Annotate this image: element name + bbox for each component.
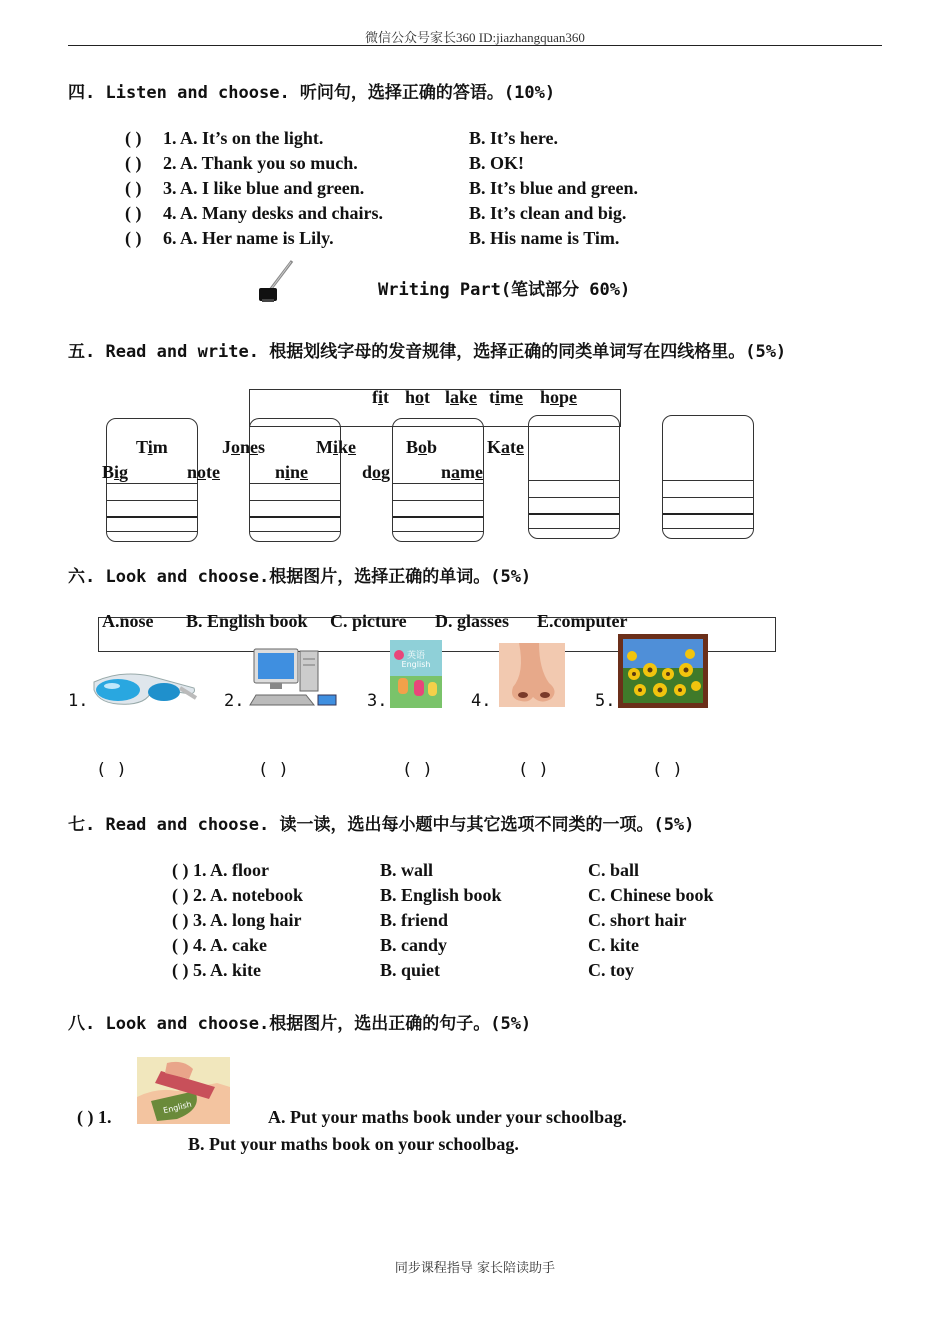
word-letter: g [119, 462, 129, 482]
word-letter: b [427, 437, 438, 457]
word-letter: e [348, 437, 357, 457]
word-letter: n [441, 462, 452, 482]
word-letter: i [495, 387, 501, 407]
word [487, 437, 524, 458]
word-letter: l [445, 387, 451, 407]
word-letter: T [136, 437, 148, 457]
word [222, 437, 265, 458]
word-letter: m [152, 437, 168, 457]
option-b[interactable]: B. quiet [380, 960, 441, 980]
headword [540, 387, 577, 408]
word-letter: d [362, 462, 373, 482]
answer-paren[interactable]: ( ) [125, 203, 142, 223]
section-8-option-b[interactable]: B. Put your maths book on your schoolbag. [188, 1134, 519, 1154]
word-letter: a [450, 387, 460, 407]
picture-number: 3. [367, 691, 388, 711]
option-b[interactable]: B. It’s clean and big. [469, 203, 627, 223]
option-label: E.computer [537, 611, 628, 631]
word-letter: h [540, 387, 551, 407]
word-letter: t [424, 387, 431, 407]
option-b[interactable]: B. wall [380, 860, 434, 880]
answer-paren[interactable]: ( ) [652, 760, 683, 780]
word-letter: p [559, 387, 570, 407]
word [441, 462, 483, 483]
word-letter: o [197, 462, 207, 482]
option-a[interactable]: 2. A. Thank you so much. [163, 153, 358, 173]
english-book-image: 英语 English [390, 640, 442, 708]
writing-part-heading: Writing Part(笔试部分 60%) [378, 280, 631, 300]
word-letter: t [510, 437, 517, 457]
word-letter: i [147, 437, 153, 457]
answer-paren[interactable]: ( ) [125, 228, 142, 248]
word-letter: e [300, 462, 309, 482]
word-letter: e [569, 387, 578, 407]
word-letter: e [469, 387, 478, 407]
word-letter: f [372, 387, 378, 407]
option-a[interactable]: 1. A. It’s on the light. [163, 128, 324, 148]
answer-paren[interactable]: ( ) [258, 760, 289, 780]
answer-paren[interactable]: ( ) [402, 760, 433, 780]
word-letter: J [222, 437, 231, 457]
word-letter: t [383, 387, 390, 407]
headword [372, 387, 389, 408]
section-7-title: 七. Read and choose. 读一读，选出每小题中与其它选项不同类的一项。(5%) [68, 815, 695, 835]
section-8-title: 八. Look and choose.根据图片，选出正确的句子。(5%) [68, 1014, 532, 1034]
word [187, 462, 220, 483]
word-letter: e [515, 387, 524, 407]
word-letter: k [338, 437, 349, 457]
option-b[interactable]: B. His name is Tim. [469, 228, 620, 248]
option-a[interactable]: ( ) 3. A. long hair [172, 910, 302, 930]
option-a[interactable]: 4. A. Many desks and chairs. [163, 203, 384, 223]
word-letter: a [451, 462, 461, 482]
word-letter: n [275, 462, 286, 482]
page-header: 微信公众号家长360 ID:jiazhangquan360 [365, 30, 585, 45]
word-letter: e [475, 462, 484, 482]
option-c[interactable]: C. short hair [588, 910, 687, 930]
option-b[interactable]: B. OK! [469, 153, 525, 173]
word-letter: a [501, 437, 511, 457]
word [362, 462, 390, 483]
computer-image [248, 647, 340, 709]
word-letter: n [290, 462, 301, 482]
option-a[interactable]: ( ) 5. A. kite [172, 960, 261, 980]
word-letter: g [381, 462, 391, 482]
word-letter: e [212, 462, 221, 482]
option-c[interactable]: C. ball [588, 860, 640, 880]
word-letter: k [459, 387, 470, 407]
word-letter: B [102, 462, 115, 482]
option-b[interactable]: B. candy [380, 935, 448, 955]
option-a[interactable]: 3. A. I like blue and green. [163, 178, 365, 198]
section-5-title: 五. Read and write. 根据划线字母的发音规律，选择正确的同类单词写在四线格里。(5%) [68, 342, 787, 362]
word-letter: i [333, 437, 339, 457]
section-8-item-number: ( ) 1. [77, 1107, 112, 1127]
word-letter: e [516, 437, 525, 457]
word-letter: o [415, 387, 425, 407]
answer-paren[interactable]: ( ) [96, 760, 127, 780]
option-label: A.nose [102, 611, 154, 631]
headword [405, 387, 430, 408]
nose-image [499, 643, 565, 707]
picture-number: 4. [471, 691, 492, 711]
word-letter: n [240, 437, 251, 457]
answer-paren[interactable]: ( ) [125, 128, 142, 148]
word-letter: n [187, 462, 198, 482]
writing-grid-4[interactable] [528, 415, 620, 539]
word-letter: i [114, 462, 120, 482]
word-letter: m [460, 462, 476, 482]
word-letter: M [316, 437, 333, 457]
word [102, 462, 128, 483]
answer-paren[interactable]: ( ) [125, 153, 142, 173]
picture-number: 1. [68, 691, 89, 711]
word-letter: t [489, 387, 495, 407]
option-a[interactable]: 6. A. Her name is Lily. [163, 228, 334, 248]
option-label: D. glasses [435, 611, 510, 631]
word [406, 437, 437, 458]
word-letter: o [231, 437, 240, 457]
picture-image [618, 634, 708, 708]
option-label: B. English book [186, 611, 308, 631]
word-letter: h [405, 387, 416, 407]
word-letter: o [372, 462, 382, 482]
section-8-option-a[interactable]: A. Put your maths book under your schoolbag. [268, 1107, 627, 1127]
option-a[interactable]: ( ) 1. A. floor [172, 860, 269, 880]
word-letter: m [500, 387, 516, 407]
word-letter: s [258, 437, 266, 457]
word-letter: t [206, 462, 213, 482]
option-a[interactable]: ( ) 2. A. notebook [172, 885, 304, 905]
headword [489, 387, 523, 408]
section-4-title: 四. Listen and choose. 听问句，选择正确的答语。(10%) [68, 83, 556, 103]
glasses-image [90, 668, 198, 708]
option-b[interactable]: B. friend [380, 910, 449, 930]
word [136, 437, 168, 458]
word-letter: K [487, 437, 502, 457]
section-6-title: 六. Look and choose.根据图片，选择正确的单词。(5%) [68, 567, 532, 587]
option-label: C. picture [330, 611, 407, 631]
answer-paren[interactable]: ( ) [518, 760, 549, 780]
option-c[interactable]: C. toy [588, 960, 634, 980]
page-footer: 同步课程指导 家长陪读助手 [394, 1261, 556, 1276]
pen-icon [258, 258, 296, 304]
word-letter: i [285, 462, 291, 482]
option-a[interactable]: ( ) 4. A. cake [172, 935, 267, 955]
word-letter: o [550, 387, 560, 407]
word-letter: o [418, 437, 428, 457]
option-b[interactable]: B. English book [380, 885, 502, 905]
header-divider [68, 45, 882, 46]
word-letter: i [378, 387, 384, 407]
writing-grid-5[interactable] [662, 415, 754, 539]
picture-number: 5. [595, 691, 616, 711]
picture-number: 2. [224, 691, 245, 711]
word-letter: B [406, 437, 419, 457]
book-schoolbag-image: English [137, 1057, 230, 1124]
headword [445, 387, 477, 408]
word-letter: e [250, 437, 259, 457]
option-b[interactable]: B. It’s blue and green. [469, 178, 639, 198]
answer-paren[interactable]: ( ) [125, 178, 142, 198]
option-c[interactable]: C. Chinese book [588, 885, 714, 905]
word [316, 437, 356, 458]
option-c[interactable]: C. kite [588, 935, 639, 955]
word [275, 462, 308, 483]
option-b[interactable]: B. It’s here. [469, 128, 558, 148]
